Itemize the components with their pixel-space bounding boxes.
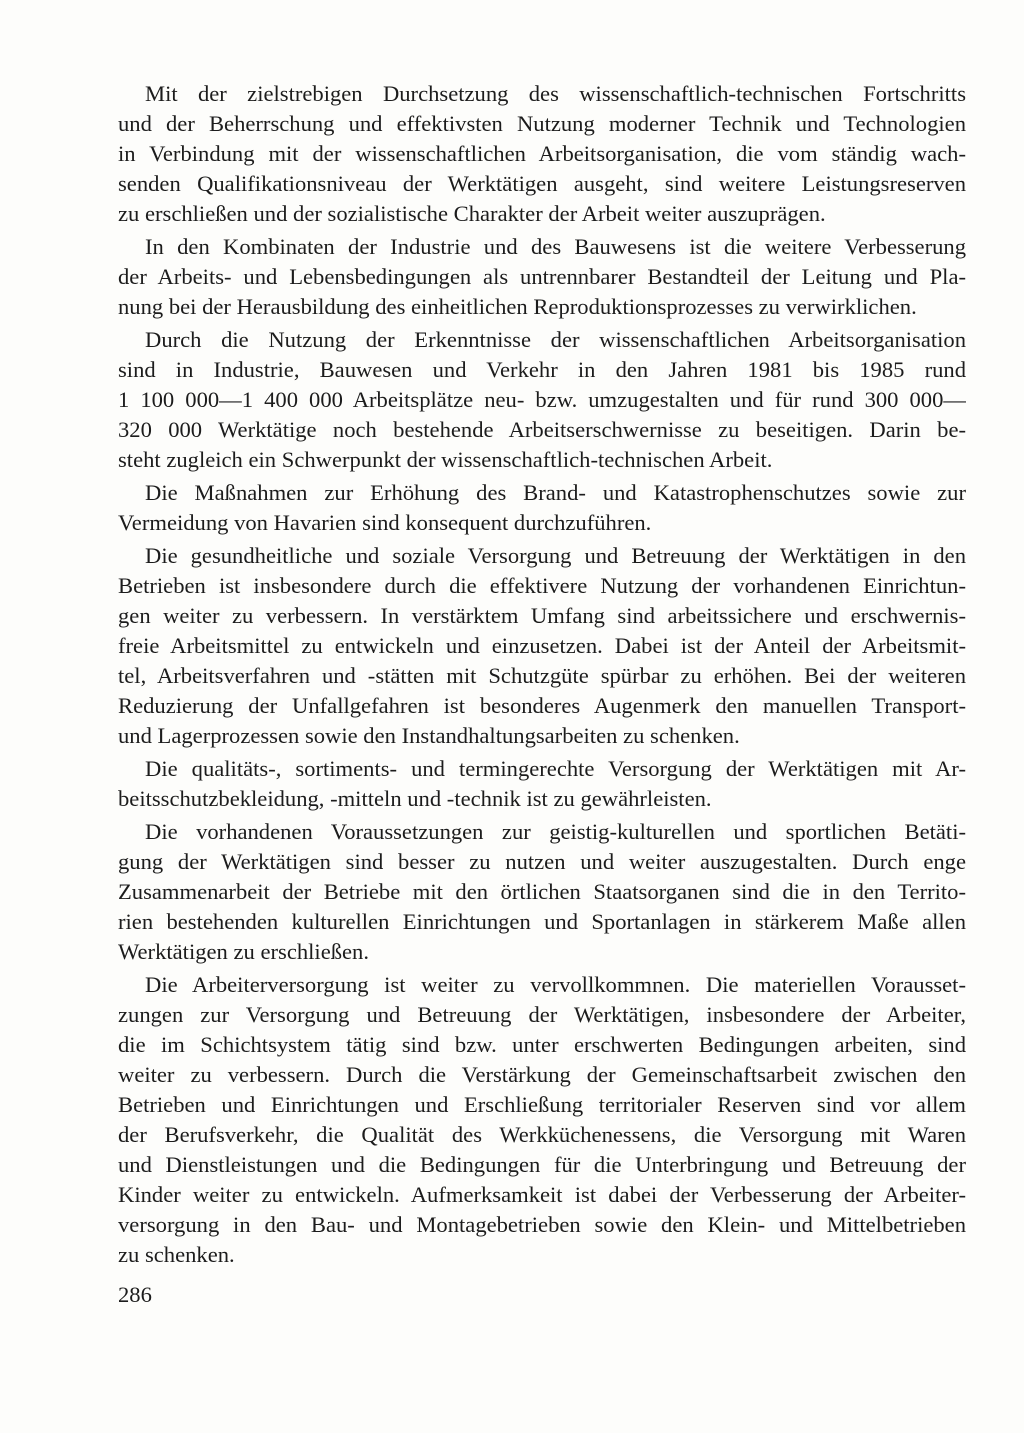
text-line: und Lagerprozessen sowie den Instandhaltungsarbeiten zu schenken. — [118, 723, 740, 748]
paragraph — [118, 541, 966, 751]
text-line: zungen zur Versorgung und Betreuung der Werktätigen, insbesondere der Arbeiter, — [118, 1002, 966, 1027]
text-line: zu schenken. — [118, 1242, 235, 1267]
text-line: 1 100 000—1 400 000 Arbeitsplätze neu- bzw. umzugestalten und für rund 300 000— — [118, 387, 966, 412]
text-line: 320 000 Werktätige noch bestehende Arbeitserschwernisse zu beseitigen. Darin be- — [118, 417, 966, 442]
paragraph — [118, 970, 966, 1270]
body-text — [118, 79, 966, 1273]
text-line: gen weiter zu verbessern. In verstärktem Umfang sind arbeitssichere und erschwernis- — [118, 603, 966, 628]
text-line: Die gesundheitliche und soziale Versorgung und Betreuung der Werktätigen in den — [145, 543, 966, 568]
text-line: zu erschließen und der sozialistische Charakter der Arbeit weiter auszuprägen. — [118, 201, 826, 226]
text-line: der Arbeits- und Lebensbedingungen als untrennbarer Bestandteil der Leitung und Pla- — [118, 264, 966, 289]
text-line: die im Schichtsystem tätig sind bzw. unter erschwerten Bedingungen arbeiten, sind — [118, 1032, 966, 1057]
text-line: versorgung in den Bau- und Montagebetrieben sowie den Klein- und Mittelbetrieben — [118, 1212, 966, 1237]
paragraph — [118, 325, 966, 475]
paragraph — [118, 478, 966, 538]
paragraph — [118, 79, 966, 229]
text-line: Betrieben ist insbesondere durch die effektivere Nutzung der vorhandenen Einrichtun- — [118, 573, 966, 598]
paragraph — [118, 817, 966, 967]
text-line: in Verbindung mit der wissenschaftlichen Arbeitsorganisation, die vom ständig wach- — [118, 141, 966, 166]
text-line: Die qualitäts-, sortiments- und termingerechte Versorgung der Werktätigen mit Ar- — [145, 756, 966, 781]
text-line: Die Arbeiterversorgung ist weiter zu vervollkommnen. Die materiellen Vorausset- — [145, 972, 966, 997]
text-line: und der Beherrschung und effektivsten Nutzung moderner Technik und Technologien — [118, 111, 966, 136]
page-number: 286 — [118, 1282, 152, 1307]
text-line: gung der Werktätigen sind besser zu nutzen und weiter auszugestalten. Durch enge — [118, 849, 966, 874]
text-line: steht zugleich ein Schwerpunkt der wissenschaftlich-technischen Arbeit. — [118, 447, 773, 472]
text-line: senden Qualifikationsniveau der Werktätigen ausgeht, sind weitere Leistungsreserven — [118, 171, 966, 196]
text-line: tel, Arbeitsverfahren und -stätten mit Schutzgüte spürbar zu erhöhen. Bei der weiteren — [118, 663, 966, 688]
text-line: Die Maßnahmen zur Erhöhung des Brand- und Katastrophenschutzes sowie zur — [145, 480, 966, 505]
paragraph — [118, 232, 966, 322]
paragraph — [118, 754, 966, 814]
text-line: und Dienstleistungen und die Bedingungen für die Unterbringung und Betreuung der — [118, 1152, 966, 1177]
text-line: Reduzierung der Unfallgefahren ist besonderes Augenmerk den manuellen Transport- — [118, 693, 966, 718]
text-line: nung bei der Herausbildung des einheitlichen Reproduktionsprozesses zu verwirklichen. — [118, 294, 917, 319]
text-line: Betrieben und Einrichtungen und Erschließung territorialer Reserven sind vor allem — [118, 1092, 966, 1117]
text-line: Durch die Nutzung der Erkenntnisse der wissenschaftlichen Arbeitsorganisation — [145, 327, 966, 352]
text-line: Zusammenarbeit der Betriebe mit den örtlichen Staatsorganen sind die in den Territo- — [118, 879, 966, 904]
text-line: In den Kombinaten der Industrie und des Bauwesens ist die weitere Verbesserung — [145, 234, 966, 259]
text-line: der Berufsverkehr, die Qualität des Werkküchenessens, die Versorgung mit Waren — [118, 1122, 966, 1147]
text-line: sind in Industrie, Bauwesen und Verkehr in den Jahren 1981 bis 1985 rund — [118, 357, 966, 382]
text-line: Die vorhandenen Voraussetzungen zur geistig-kulturellen und sportlichen Betäti- — [145, 819, 966, 844]
text-line: rien bestehenden kulturellen Einrichtungen und Sportanlagen in stärkerem Maße allen — [118, 909, 966, 934]
text-line: Mit der zielstrebigen Durchsetzung des wissenschaftlich-technischen Fortschritts — [145, 81, 966, 106]
text-line: Werktätigen zu erschließen. — [118, 939, 369, 964]
text-line: weiter zu verbessern. Durch die Verstärkung der Gemeinschaftsarbeit zwischen den — [118, 1062, 966, 1087]
text-line: Kinder weiter zu entwickeln. Aufmerksamkeit ist dabei der Verbesserung der Arbeiter- — [118, 1182, 966, 1207]
text-line: Vermeidung von Havarien sind konsequent durchzuführen. — [118, 510, 652, 535]
text-line: freie Arbeitsmittel zu entwickeln und einzusetzen. Dabei ist der Anteil der Arbeitsmit- — [118, 633, 966, 658]
text-line: beitsschutzbekleidung, -mitteln und -technik ist zu gewährleisten. — [118, 786, 712, 811]
